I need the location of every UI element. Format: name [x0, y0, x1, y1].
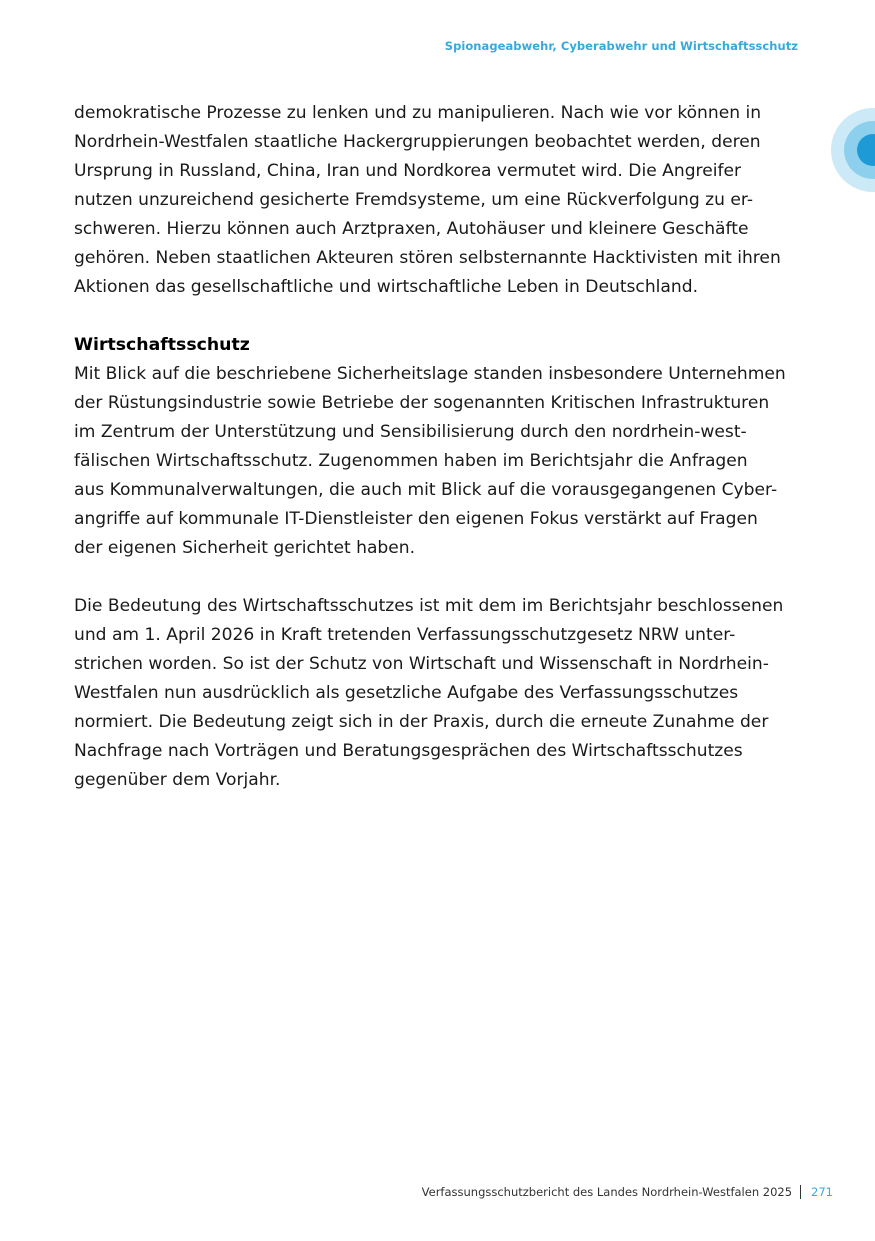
text-line: aus Kommunalverwaltungen, die auch mit Blick auf die vorausgegangenen Cyber- [74, 480, 778, 500]
main-content [74, 99, 809, 795]
text-line: der Rüstungsindustrie sowie Betriebe der sogenannten Kritischen Infrastrukturen [74, 393, 770, 413]
text-line: Nachfrage nach Vorträgen und Beratungsgesprächen des Wirtschaftsschutzes [74, 741, 743, 761]
text-line: gehören. Neben staatlichen Akteuren stören selbsternannte Hacktivisten mit ihren [74, 248, 781, 268]
text-line: schweren. Hierzu können auch Arztpraxen, Autohäuser und kleinere Geschäfte [74, 219, 749, 239]
text-line: Nordrhein-Westfalen staatliche Hackergruppierungen beobachtet werden, deren [74, 132, 761, 152]
text-line: Ursprung in Russland, China, Iran und Nordkorea vermutet wird. Die Angreifer [74, 161, 742, 181]
section-paragraph-1 [74, 360, 809, 563]
text-line: Mit Blick auf die beschriebene Sicherheitslage standen insbesondere Unternehmen [74, 364, 786, 384]
footer-divider [800, 1185, 801, 1199]
section-heading: Wirtschaftsschutz [74, 335, 250, 355]
page-number: 271 [811, 1185, 833, 1199]
text-line: nutzen unzureichend gesicherte Fremdsysteme, um eine Rückverfolgung zu er- [74, 190, 754, 210]
text-line: strichen worden. So ist der Schutz von Wirtschaft und Wissenschaft in Nordrhein- [74, 654, 769, 674]
chapter-marker-icon [831, 108, 875, 192]
running-header-title: Spionageabwehr, Cyberabwehr und Wirtschaftsschutz [444, 39, 798, 53]
text-line: der eigenen Sicherheit gerichtet haben. [74, 538, 416, 558]
text-line: Aktionen das gesellschaftliche und wirtschaftliche Leben in Deutschland. [74, 277, 698, 297]
text-line: Die Bedeutung des Wirtschaftsschutzes ist mit dem im Berichtsjahr beschlossenen [74, 596, 784, 616]
text-line: angriffe auf kommunale IT-Dienstleister den eigenen Fokus verstärkt auf Fragen [74, 509, 758, 529]
text-line: und am 1. April 2026 in Kraft tretenden Verfassungsschutzgesetz NRW unter- [74, 625, 736, 645]
text-line: normiert. Die Bedeutung zeigt sich in der Praxis, durch die erneute Zunahme der [74, 712, 769, 732]
text-line: fälischen Wirtschaftsschutz. Zugenommen haben im Berichtsjahr die Anfragen [74, 451, 748, 471]
text-line: Westfalen nun ausdrücklich als gesetzliche Aufgabe des Verfassungsschutzes [74, 683, 739, 703]
text-line: im Zentrum der Unterstützung und Sensibilisierung durch den nordrhein-west- [74, 422, 747, 442]
text-line: demokratische Prozesse zu lenken und zu manipulieren. Nach wie vor können in [74, 103, 762, 123]
page-footer [422, 1185, 833, 1199]
intro-paragraph [74, 99, 809, 302]
section-paragraph-2 [74, 592, 809, 795]
footer-publication-title: Verfassungsschutzbericht des Landes Nordrhein-Westfalen 2025 [421, 1185, 793, 1199]
text-line: gegenüber dem Vorjahr. [74, 770, 281, 790]
